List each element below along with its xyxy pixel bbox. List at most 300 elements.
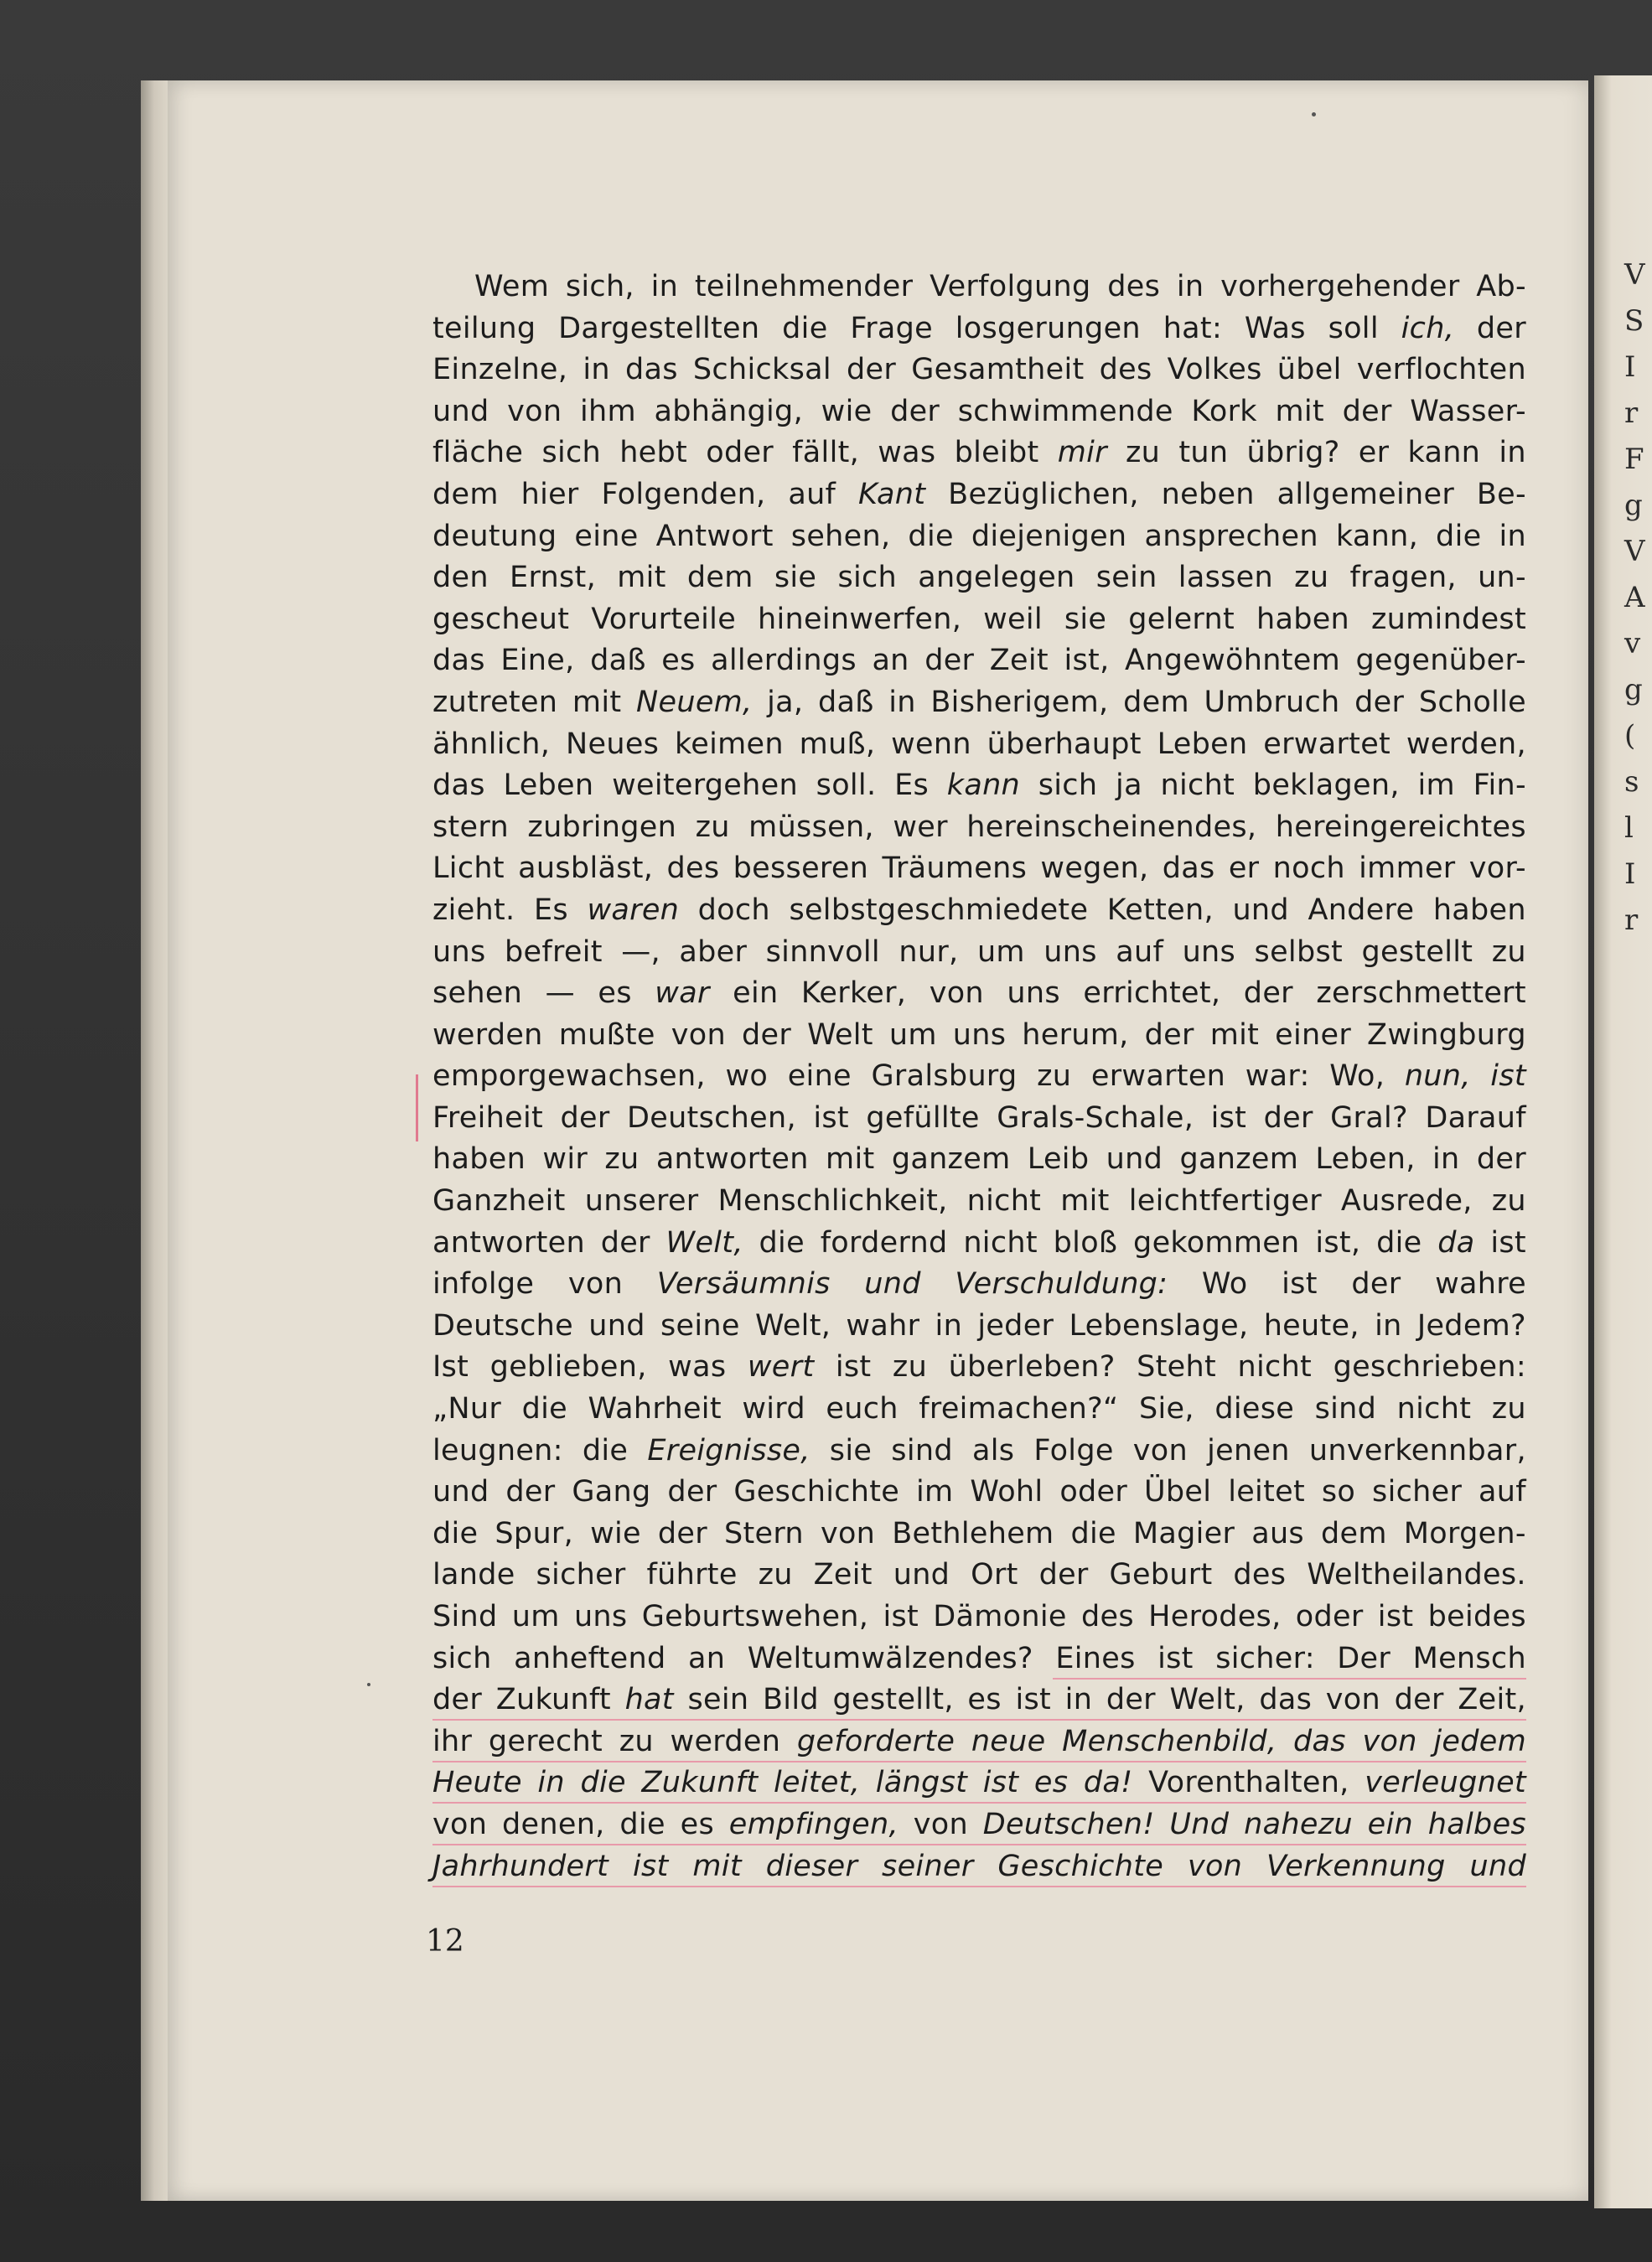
word: ist	[1490, 1059, 1526, 1094]
word: zu	[758, 1558, 793, 1592]
word: antworten	[655, 1142, 809, 1177]
word: Darauf	[1425, 1100, 1526, 1135]
word: zu	[604, 1142, 640, 1177]
word: das	[432, 644, 485, 678]
word: Kork	[1191, 394, 1257, 428]
text-line	[432, 890, 1526, 932]
facing-page-glyph: S	[1624, 304, 1644, 338]
word: sehen	[432, 976, 523, 1011]
word: ihr	[432, 1724, 473, 1758]
word: zutreten	[432, 685, 558, 719]
word: in	[888, 685, 916, 719]
word: jeder	[977, 1308, 1054, 1343]
word: empfingen,	[728, 1807, 899, 1841]
word: wenn	[891, 727, 971, 761]
word: Scholle	[1418, 685, 1526, 719]
text-line	[432, 1514, 1526, 1555]
word: nicht	[1396, 1392, 1472, 1426]
word: ganzem	[1179, 1142, 1299, 1177]
word: zubringen	[527, 810, 677, 844]
word: Folge	[1033, 1433, 1114, 1467]
word: ist,	[1064, 644, 1110, 678]
word: soll	[1328, 311, 1379, 345]
word: um	[976, 934, 1025, 969]
word: in	[650, 270, 679, 303]
word: mußte	[558, 1017, 655, 1052]
facing-page-glyph: A	[1624, 581, 1645, 614]
word: und	[432, 1475, 489, 1509]
word: ist	[835, 1350, 872, 1385]
text-line	[432, 391, 1526, 433]
word: Leben,	[1315, 1142, 1416, 1177]
word: auf	[1479, 1475, 1526, 1509]
word: Bisherigem,	[930, 685, 1109, 719]
word: zerschmettert	[1316, 976, 1526, 1011]
word: wahre	[1435, 1267, 1526, 1302]
word: und	[432, 394, 489, 428]
word: Bethlehem	[892, 1516, 1054, 1550]
word: uns	[573, 1600, 628, 1633]
word: Wo	[1201, 1267, 1248, 1302]
word: Menschlichkeit,	[717, 1184, 948, 1219]
word: weil	[983, 602, 1043, 636]
word: Ort	[971, 1558, 1018, 1592]
word: nun,	[1404, 1059, 1471, 1094]
text-line	[432, 1472, 1526, 1514]
word: die	[619, 1807, 665, 1841]
word: waren	[587, 893, 680, 927]
word: leugnen:	[432, 1433, 563, 1467]
word: un-	[1478, 561, 1526, 595]
word: das	[624, 353, 678, 387]
word: keimen	[674, 727, 784, 761]
word: die	[432, 1516, 479, 1550]
word: im	[916, 1475, 954, 1509]
word: Vorurteile	[591, 602, 737, 636]
word: des	[1233, 1558, 1287, 1592]
word: neue	[971, 1724, 1046, 1758]
facing-page-glyph: g	[1624, 673, 1643, 707]
word: Zeit,	[1458, 1683, 1526, 1717]
word: ich,	[1401, 311, 1455, 345]
word: soll.	[816, 769, 877, 803]
word: Umbruch	[1204, 685, 1340, 719]
word: seine	[660, 1308, 740, 1343]
word: in	[1375, 1308, 1402, 1343]
word: immer	[1359, 851, 1456, 886]
word: der	[847, 353, 897, 387]
text-line	[432, 1264, 1526, 1306]
word: von	[1325, 1683, 1380, 1717]
word: Kant	[858, 477, 926, 511]
word: übel	[1277, 353, 1342, 387]
word: Ganzheit	[432, 1184, 566, 1219]
word: sind	[891, 1433, 953, 1467]
word: der	[1342, 394, 1392, 428]
word: Welt,	[754, 1308, 831, 1343]
word: Volkes	[1167, 353, 1262, 387]
word: Versäumnis	[656, 1267, 831, 1302]
word: der	[1038, 1558, 1089, 1592]
word: denen,	[502, 1807, 605, 1841]
word: ja	[1116, 769, 1142, 803]
word: die	[1070, 1516, 1116, 1550]
word: gestellt	[1361, 934, 1473, 969]
facing-page-glyph: V	[1624, 535, 1645, 568]
text-line	[432, 640, 1526, 682]
word: als	[971, 1433, 1015, 1467]
word: Übel	[1144, 1475, 1212, 1509]
word: eine	[787, 1059, 852, 1094]
word: oder	[706, 436, 774, 470]
word: dem	[686, 561, 753, 595]
text-line	[432, 1680, 1526, 1721]
text-line	[432, 474, 1526, 516]
word: ist	[1282, 1267, 1318, 1302]
word: gegenüber-	[1355, 644, 1526, 678]
word: mit	[826, 1142, 875, 1177]
word: ist	[982, 1766, 1019, 1800]
word: fläche	[432, 436, 524, 470]
word: hier	[520, 477, 579, 511]
word: der	[667, 1475, 717, 1509]
word: ist	[1377, 1600, 1414, 1633]
word: zu	[1037, 1059, 1072, 1094]
text-line	[432, 1056, 1526, 1098]
word: auf	[788, 477, 836, 511]
word: mit	[1275, 394, 1324, 428]
word: und	[1469, 1849, 1526, 1883]
word: die	[1376, 1225, 1422, 1260]
word: Deutsche	[432, 1308, 573, 1343]
word: sich	[432, 1641, 492, 1675]
word: abhängig,	[654, 394, 803, 428]
word: Leben	[503, 769, 594, 803]
word: der	[1263, 1100, 1313, 1135]
word: werden,	[1406, 727, 1526, 761]
word: Geburtswehen,	[641, 1600, 869, 1633]
word: Welt,	[1169, 1683, 1245, 1717]
word: nicht	[963, 1225, 1038, 1260]
word: anheftend	[514, 1641, 666, 1675]
word: Geschichte	[997, 1849, 1164, 1883]
word: der	[1144, 1017, 1194, 1052]
word: Dämonie	[933, 1600, 1067, 1633]
word: dem	[1321, 1516, 1387, 1550]
word: Folgenden,	[601, 477, 766, 511]
text-line	[432, 1431, 1526, 1473]
text-line	[432, 1804, 1526, 1846]
word: Frage	[850, 311, 933, 345]
word: Zukunft	[495, 1683, 611, 1717]
word: es	[661, 644, 696, 678]
word: Wasser-	[1410, 394, 1526, 428]
word: an	[688, 1641, 726, 1675]
word: Ernst,	[510, 561, 597, 595]
text-line	[432, 1846, 1526, 1888]
word: leichtfertiger	[1128, 1184, 1322, 1219]
word: Morgen-	[1403, 1516, 1526, 1550]
word: hebt	[619, 436, 688, 470]
word: wahr	[846, 1308, 920, 1343]
word: hineinwerfen,	[758, 602, 962, 636]
word: doch	[697, 893, 770, 927]
word: ist	[1157, 1641, 1194, 1675]
word: Ausrede,	[1340, 1184, 1473, 1219]
word: Weltumwälzendes?	[747, 1641, 1033, 1675]
text-line	[432, 1306, 1526, 1348]
word: werden	[670, 1724, 781, 1758]
word: Herodes,	[1148, 1600, 1282, 1633]
text-line	[432, 308, 1526, 350]
word: ist	[883, 1600, 919, 1633]
word: aus	[1251, 1516, 1304, 1550]
word: es	[1033, 1766, 1069, 1800]
word: Verschuldung:	[955, 1267, 1168, 1302]
word: sicher	[536, 1558, 626, 1592]
word: zu	[1491, 1184, 1526, 1219]
word: Grals-Schale,	[997, 1100, 1194, 1135]
word: mit	[617, 561, 666, 595]
word: der	[1243, 976, 1293, 1011]
word: und	[1232, 893, 1289, 927]
word: Verfolgung	[930, 270, 1091, 303]
facing-page-glyph: V	[1624, 258, 1645, 292]
word: Der	[1337, 1641, 1391, 1675]
word: ihm	[579, 394, 636, 428]
word: zu	[892, 1350, 928, 1385]
word: von	[913, 1807, 968, 1841]
text-line	[432, 349, 1526, 391]
facing-page-glyph: (	[1624, 719, 1636, 753]
word: um	[888, 1017, 937, 1052]
word: angelegen	[918, 561, 1075, 595]
word: teilnehmender	[694, 270, 914, 303]
word: die	[580, 1766, 626, 1800]
word: hat:	[1163, 311, 1223, 345]
word: muß,	[799, 727, 876, 761]
word: allgemeiner	[1277, 477, 1455, 511]
word: in	[1176, 270, 1204, 303]
word: sich	[541, 436, 602, 470]
word: Heute	[432, 1766, 522, 1800]
text-line	[432, 1347, 1526, 1389]
word: Schicksal	[692, 353, 831, 387]
word: wert	[747, 1350, 815, 1385]
word: werden	[432, 1017, 543, 1052]
word: sicher:	[1215, 1641, 1315, 1675]
word: sich	[837, 561, 898, 595]
word: sind	[1314, 1392, 1377, 1426]
word: wie	[590, 1516, 641, 1550]
text-line	[432, 267, 1526, 308]
word: allerdings	[711, 644, 857, 678]
word: lande	[432, 1558, 515, 1592]
word: überhaupt	[987, 727, 1142, 761]
text-line	[432, 1762, 1526, 1804]
word: bleibt	[954, 436, 1039, 470]
word: der	[600, 1225, 650, 1260]
word: erwarten	[1090, 1059, 1226, 1094]
word: aber	[679, 934, 748, 969]
word: Eines	[1055, 1641, 1136, 1675]
word: verleugnet	[1365, 1766, 1526, 1800]
word: emporgewachsen,	[432, 1059, 706, 1094]
word: infolge	[432, 1267, 535, 1302]
word: Sind	[432, 1600, 498, 1633]
word: der	[742, 1017, 792, 1052]
word: gefüllte	[866, 1100, 980, 1135]
body-text	[432, 267, 1526, 1887]
word: der	[1351, 1267, 1401, 1302]
word: in	[537, 1766, 565, 1800]
word: nicht	[966, 1184, 1042, 1219]
word: fällt,	[792, 436, 860, 470]
word: und	[864, 1267, 921, 1302]
word: Es	[894, 769, 930, 803]
word: uns	[432, 934, 486, 969]
word: Freiheit	[432, 1100, 544, 1135]
word: Wahrheit	[588, 1392, 722, 1426]
word: bloß	[1053, 1225, 1118, 1260]
word: ganzem	[891, 1142, 1011, 1177]
word: war	[655, 976, 710, 1011]
word: nicht	[1237, 1350, 1313, 1385]
word: Gesamtheit	[911, 353, 1085, 387]
word: Vorenthalten,	[1148, 1766, 1349, 1800]
word: selbst	[1254, 934, 1344, 969]
word: verflochten	[1356, 353, 1526, 387]
word: sich,	[565, 270, 634, 303]
word: kann	[946, 769, 1021, 803]
word: sie	[1064, 602, 1107, 636]
word: Welt	[807, 1017, 873, 1052]
word: den	[432, 561, 489, 595]
word: beides	[1427, 1600, 1526, 1633]
word: Neuem,	[636, 685, 753, 719]
word: ansprechen	[1144, 519, 1318, 553]
word: deutung	[432, 519, 557, 553]
word: und	[588, 1308, 645, 1343]
word: in	[1499, 519, 1526, 553]
word: überleben?	[948, 1350, 1116, 1385]
word: müssen,	[748, 810, 874, 844]
word: zu	[695, 810, 730, 844]
word: der	[1106, 1683, 1156, 1717]
word: der	[1354, 685, 1405, 719]
word: Gang	[572, 1475, 651, 1509]
word: ist	[1490, 1225, 1526, 1260]
word: Eine,	[500, 644, 575, 678]
facing-page-glyph: s	[1624, 765, 1639, 799]
word: weitergehen	[612, 769, 798, 803]
word: dem	[432, 477, 499, 511]
word: hat	[624, 1683, 674, 1717]
word: dieser	[765, 1849, 858, 1883]
word: von	[1187, 1849, 1243, 1883]
facing-page-glyph: l	[1624, 811, 1634, 845]
word: übrig?	[1246, 436, 1340, 470]
word: Mensch	[1412, 1641, 1526, 1675]
word: gescheut	[432, 602, 570, 636]
word: der	[657, 1516, 707, 1550]
word: von	[671, 1017, 727, 1052]
text-line	[432, 932, 1526, 974]
text-line	[432, 599, 1526, 641]
word: haben	[1432, 893, 1526, 927]
word: gelernt	[1128, 602, 1235, 636]
word: Zeit	[813, 1558, 873, 1592]
word: wir	[542, 1142, 588, 1177]
word: Zukunft	[641, 1766, 759, 1800]
word: ähnlich,	[432, 727, 551, 761]
word: uns	[1182, 934, 1236, 969]
text-line	[432, 1389, 1526, 1431]
word: daß	[817, 685, 874, 719]
facing-page-glyph: I	[1624, 350, 1636, 384]
word: geschrieben:	[1333, 1350, 1526, 1385]
text-line	[432, 1015, 1526, 1057]
word: Weltheilandes.	[1307, 1558, 1526, 1592]
word: Geburt	[1109, 1558, 1213, 1592]
text-line	[432, 724, 1526, 766]
text-line	[432, 516, 1526, 558]
word: Dargestellten	[558, 311, 760, 345]
word: und	[893, 1558, 950, 1592]
word: haben	[432, 1142, 526, 1177]
word: führte	[646, 1558, 738, 1592]
word: gestellt,	[832, 1683, 954, 1717]
word: von	[1362, 1724, 1417, 1758]
word: gekommen	[1133, 1225, 1300, 1260]
word: Jedem?	[1416, 1308, 1526, 1343]
word: fragen,	[1349, 561, 1457, 595]
word: Was	[1244, 311, 1306, 345]
word: jedem	[1433, 1724, 1526, 1758]
word: ist	[1015, 1683, 1052, 1717]
word: ein	[1367, 1807, 1413, 1841]
word: Andere	[1308, 893, 1415, 927]
word: ist,	[1315, 1225, 1361, 1260]
word: sie	[774, 561, 817, 595]
word: Menschenbild,	[1062, 1724, 1277, 1758]
word: Deutschen!	[982, 1807, 1155, 1841]
text-line	[432, 1181, 1526, 1223]
word: diese	[1214, 1392, 1295, 1426]
word: der	[432, 1683, 483, 1717]
text-line	[432, 1638, 1526, 1680]
text-line	[432, 1139, 1526, 1181]
word: Gral?	[1330, 1100, 1408, 1135]
word: leitet	[1228, 1475, 1305, 1509]
word: Zwingburg	[1367, 1017, 1526, 1052]
word: geforderte	[796, 1724, 955, 1758]
word: das	[432, 769, 485, 803]
word: unserer	[584, 1184, 699, 1219]
word: zu	[1491, 934, 1526, 969]
word: halbes	[1427, 1807, 1526, 1841]
word: tun	[1178, 436, 1229, 470]
word: die	[521, 1392, 567, 1426]
word: es	[967, 1683, 1002, 1717]
word: von	[567, 1267, 624, 1302]
word: freimachen?“	[919, 1392, 1119, 1426]
word: Es	[533, 893, 568, 927]
word: um	[511, 1600, 560, 1633]
text-line	[432, 1223, 1526, 1265]
word: vor-	[1468, 851, 1526, 886]
word: daß	[590, 644, 646, 678]
